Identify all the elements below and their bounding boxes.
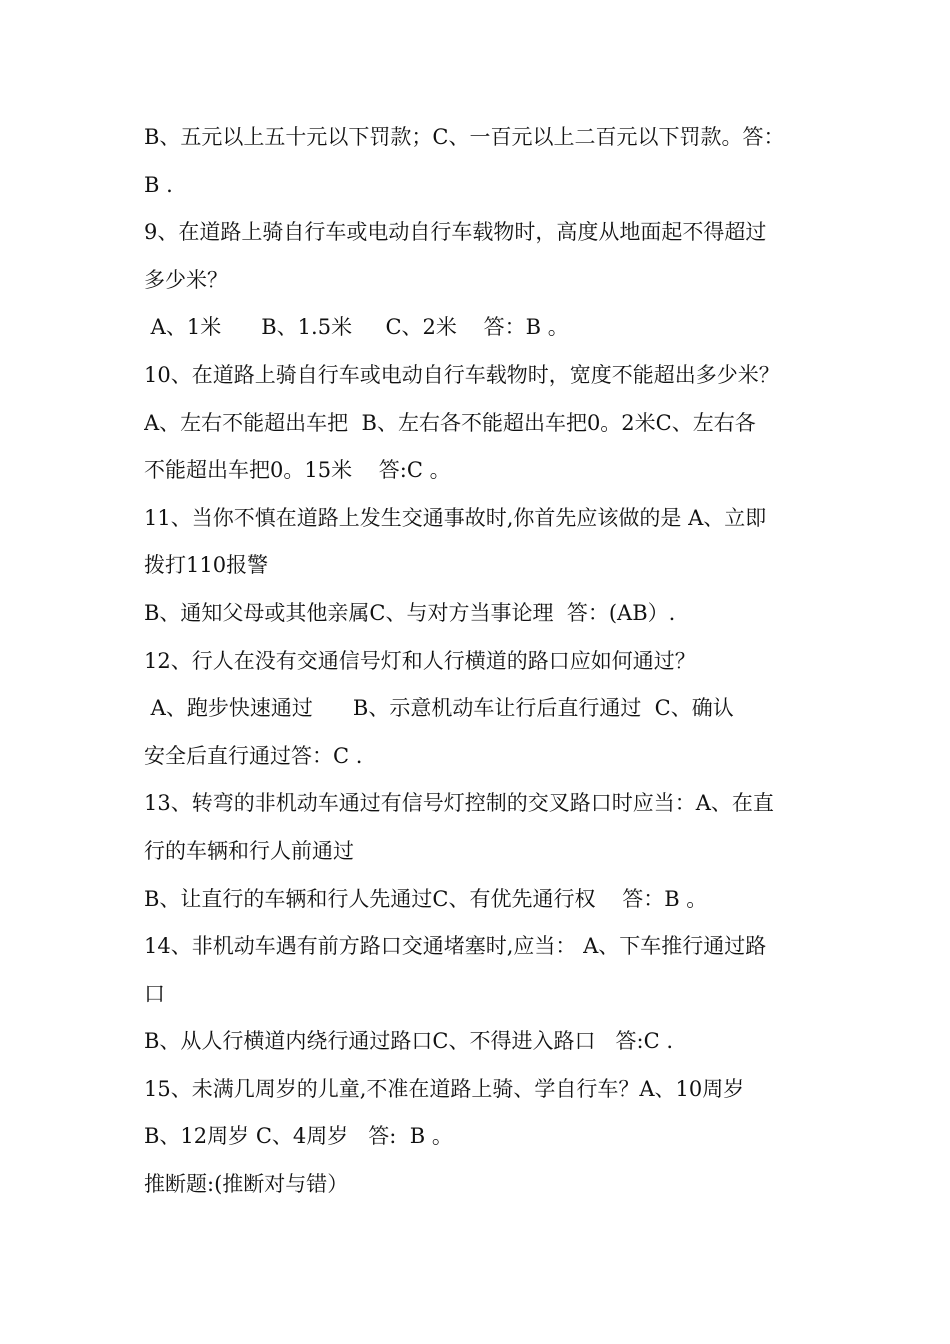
- answer-options: A、1米 B、1.5米 C、2米 答：B 。: [144, 315, 569, 340]
- text-line: 不能超出车把0。15米 答:C 。: [144, 458, 451, 483]
- section-heading: 推断题:(推断对与错）: [144, 1172, 349, 1197]
- document-page: [144, 114, 814, 1209]
- question-15: 15、未满几周岁的儿童,不准在道路上骑、学自行车？A、10周岁: [144, 1076, 745, 1101]
- question-11: 11、当你不慎在道路上发生交通事故时,你首先应该做的是 A、立即: [144, 505, 767, 530]
- text-line: A、左右不能超出车把 B、左右各不能超出车把0。2米C、左右各: [144, 410, 756, 435]
- answer-options: A、跑步快速通过 B、示意机动车让行后直行通过 C、确认: [144, 696, 734, 721]
- text-line: 拨打110报警: [144, 553, 269, 578]
- text-line: B、从人行横道内绕行通过路口C、不得进入路口 答:C .: [144, 1029, 674, 1054]
- text-line: B .: [144, 172, 173, 197]
- question-12: 12、行人在没有交通信号灯和人行横道的路口应如何通过？: [144, 648, 696, 673]
- question-13: 13、转弯的非机动车通过有信号灯控制的交叉路口时应当：A、在直: [144, 791, 774, 816]
- text-line: 多少米？: [144, 267, 228, 292]
- question-14: 14、非机动车遇有前方路口交通堵塞时,应当： A、下车推行通过路: [144, 934, 767, 959]
- text-line: B、五元以上五十元以下罚款；C、一百元以上二百元以下罚款。答：: [144, 125, 785, 149]
- text-line: B、让直行的车辆和行人先通过C、有优先通行权 答：B 。: [144, 886, 708, 911]
- text-line: B、通知父母或其他亲属C、与对方当事论理 答：(AB）.: [144, 600, 676, 625]
- text-line: B、12周岁 C、4周岁 答: B 。: [144, 1124, 453, 1149]
- text-line: 安全后直行通过答：C .: [144, 743, 363, 768]
- question-10: 10、在道路上骑自行车或电动自行车载物时，宽度不能超出多少米？: [144, 362, 780, 387]
- question-9: 9、在道路上骑自行车或电动自行车载物时，高度从地面起不得超过: [144, 220, 767, 245]
- text-line: 口: [144, 981, 165, 1006]
- text-line: 行的车辆和行人前通过: [144, 838, 354, 863]
